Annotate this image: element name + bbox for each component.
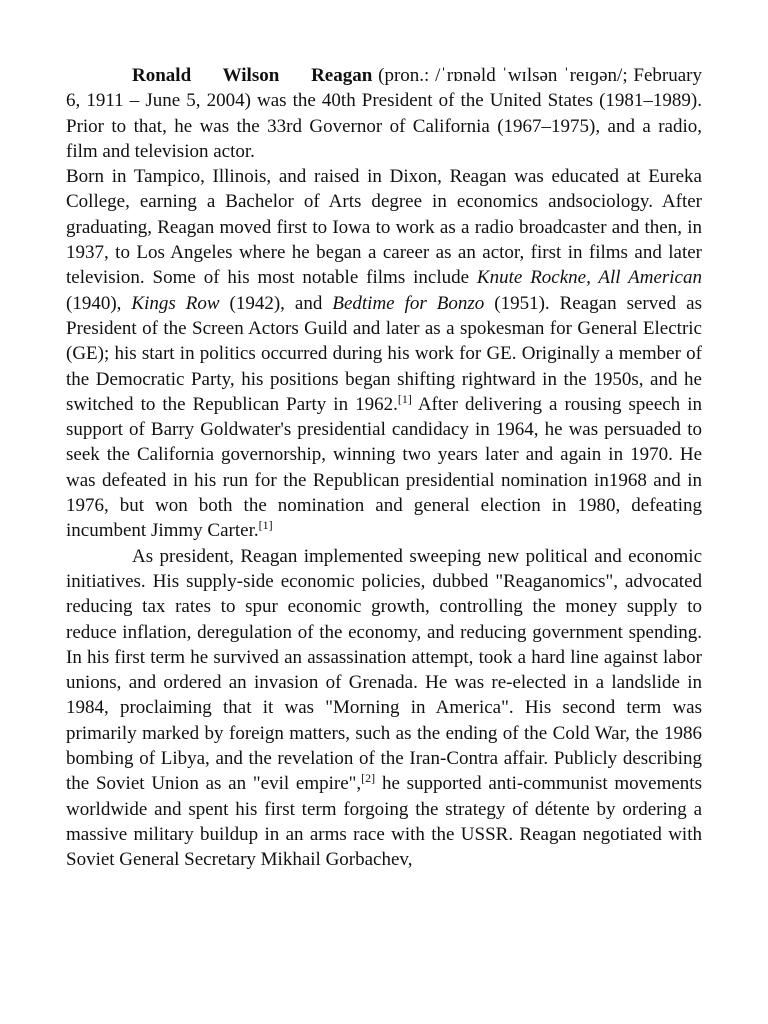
citation-link-1-repeat[interactable]: [1] [258, 518, 273, 533]
presidency-text-1: As president, Reagan implemented sweeping new political and economic initiatives. His supply-side economic policies, dubbed "Reaganomics", advocated reducing tax rates to spur economic growth, controlling the money supply to reduce inflation, deregulation of the economy, and reducing government spending. In his first term he survived an assassination attempt, took a hard line against labor unions, and ordered an invasion of Grenada. He was re-elected in a landslide in 1984, proclaiming that it was "Morning in America". His second term was primarily marked by foreign matters, such as the ending of the Cold War, the 1986 bombing of Libya, and the revelation of the Iran-Contra affair. Publicly describing the Soviet Union as an "evil empire", [66, 545, 702, 795]
film-title-knute-rockne: Knute Rockne, All American [476, 267, 702, 289]
intro-text: (pron.: /ˈrɒnəld ˈwɪlsən ˈreɪɡən/; February 6, 1911 – June 5, 2004) was the 40th President of the United States (1981–1989). Prior to that, he was the 33rd Governor of California (1967–1975), and a radio, film and television actor. [66, 65, 702, 162]
early-life-text-5: After delivering a rousing speech in support of Barry Goldwater's presidential candidacy in 1964, he was persuaded to seek the California governorship, winning two years later and again in 1970. He was defeated in his run for the Republican presidential nomination in1968 and in 1976, but won both the nomination and general election in 1980, defeating incumbent Jimmy Carter. [66, 393, 702, 542]
early-life-text-3: (1942), and [219, 292, 333, 314]
early-life-text-2: (1940), [66, 292, 132, 314]
citation-link-1[interactable]: [1] [397, 391, 412, 406]
early-life-text-4: (1951). Reagan served as President of the Screen Actors Guild and later as a spokesman for General Electric (GE); his start in politics occurred during his work for GE. Originally a member of the Democratic Party, his positions began shifting rightward in the 1950s, and he switched to the Republican Party in 1962. [66, 292, 703, 415]
paragraph-presidency [66, 544, 702, 873]
document-page [66, 63, 702, 873]
paragraph-intro [66, 63, 702, 164]
film-title-kings-row: Kings Row [131, 292, 220, 314]
early-life-text-1: Born in Tampico, Illinois, and raised in Dixon, Reagan was educated at Eureka College, earning a Bachelor of Arts degree in economics andsociology. After graduating, Reagan moved first to Iowa to work as a radio broadcaster and then, in 1937, to Los Angeles where he began a career as an actor, first in films and later television. Some of his most notable films include [66, 166, 702, 289]
film-title-bedtime-for-bonzo: Bedtime for Bonzo [332, 292, 485, 314]
subject-name: Ronald Wilson Reagan [132, 65, 373, 86]
citation-link-2[interactable]: [2] [361, 771, 376, 786]
presidency-text-2: he supported anti-communist movements worldwide and spent his first term forgoing the strategy of détente by ordering a massive military buildup in an arms race with the USSR. Reagan negotiated with Soviet General Secretary Mikhail Gorbachev, [66, 773, 702, 871]
paragraph-early-life [66, 164, 702, 543]
